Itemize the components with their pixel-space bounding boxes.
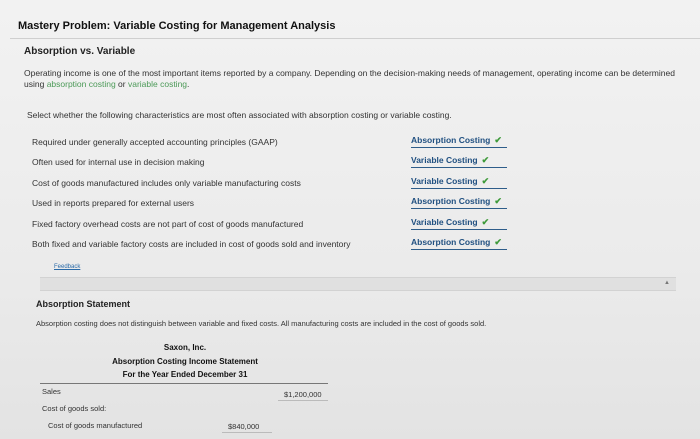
answer-value: Absorption Costing — [411, 135, 491, 145]
answer-value: Variable Costing — [411, 216, 478, 227]
variable-costing-link[interactable]: variable costing — [127, 79, 188, 89]
check-icon: ✔ — [481, 155, 490, 166]
absorption-costing-link[interactable]: absorption costing — [46, 79, 116, 89]
sales-label: Sales — [42, 387, 61, 396]
check-icon: ✔ — [481, 216, 490, 227]
check-icon: ✔ — [494, 135, 502, 145]
sales-amount: $1,200,000 — [284, 390, 322, 399]
intro-text-2: or — [115, 79, 128, 89]
answer-value: Absorption Costing — [411, 236, 491, 247]
characteristic-statement: Fixed factory overhead costs are not part of cost of goods manufactured — [32, 218, 304, 229]
answer-dropdown[interactable] — [411, 235, 507, 250]
cgm-amount: $840,000 — [228, 422, 260, 431]
characteristic-row — [28, 233, 518, 253]
company-name: Saxon, Inc. — [163, 343, 207, 352]
absorption-statement-heading: Absorption Statement — [36, 299, 131, 309]
answer-dropdown[interactable] — [411, 153, 507, 168]
intro-text-1: Operating income is one of the most important items reported by a company. Depending on the decision-making needs of management, operating income can be determined using — [24, 68, 675, 89]
check-icon: ✔ — [494, 196, 502, 207]
characteristics-list — [28, 131, 518, 253]
answer-value: Absorption Costing — [411, 196, 491, 207]
characteristic-statement: Both fixed and variable factory costs are included in cost of goods sold and inventory — [32, 238, 351, 249]
intro-text-3: . — [187, 79, 190, 89]
answer-dropdown[interactable] — [411, 215, 507, 230]
characteristic-statement: Cost of goods manufactured includes only variable manufacturing costs — [32, 177, 301, 188]
absorption-description: Absorption costing does not distinguish between variable and fixed costs. All manufacturing costs are included in the cost of goods sold. — [36, 319, 487, 328]
answer-dropdown[interactable] — [411, 133, 507, 148]
intro-paragraph — [24, 68, 684, 90]
check-icon: ✔ — [481, 175, 490, 186]
characteristic-row — [28, 213, 518, 233]
answer-dropdown[interactable] — [411, 194, 507, 209]
answer-dropdown[interactable] — [411, 174, 507, 189]
statement-divider — [40, 383, 328, 384]
answer-value: Variable Costing — [411, 175, 478, 186]
characteristic-statement: Used in reports prepared for external users — [32, 198, 195, 209]
check-icon: ✔ — [494, 236, 502, 247]
feedback-button[interactable]: Feedback — [54, 264, 81, 270]
characteristic-statement: Often used for internal use in decision making — [32, 157, 205, 168]
characteristic-row — [28, 172, 518, 192]
statement-period: For the Year Ended December 31 — [122, 370, 248, 379]
header-divider — [10, 38, 700, 39]
answer-value: Variable Costing — [411, 155, 478, 166]
section-heading: Absorption vs. Variable — [24, 46, 136, 57]
problem-title: Mastery Problem: Variable Costing for Management Analysis — [18, 20, 336, 32]
characteristic-row — [28, 192, 518, 212]
cgm-label: Cost of goods manufactured — [48, 421, 143, 430]
instruction-text: Select whether the following characteristics are most often associated with absorption costing or variable costing. — [27, 110, 452, 120]
characteristic-row — [28, 151, 518, 171]
statement-title: Absorption Costing Income Statement — [112, 357, 258, 366]
cogs-label: Cost of goods sold: — [42, 404, 107, 413]
characteristic-statement: Required under generally accepted accounting principles (GAAP) — [32, 137, 278, 147]
feedback-panel-bar[interactable] — [40, 277, 676, 291]
caret-up-icon[interactable]: ▲ — [664, 280, 670, 286]
characteristic-row — [28, 131, 518, 151]
